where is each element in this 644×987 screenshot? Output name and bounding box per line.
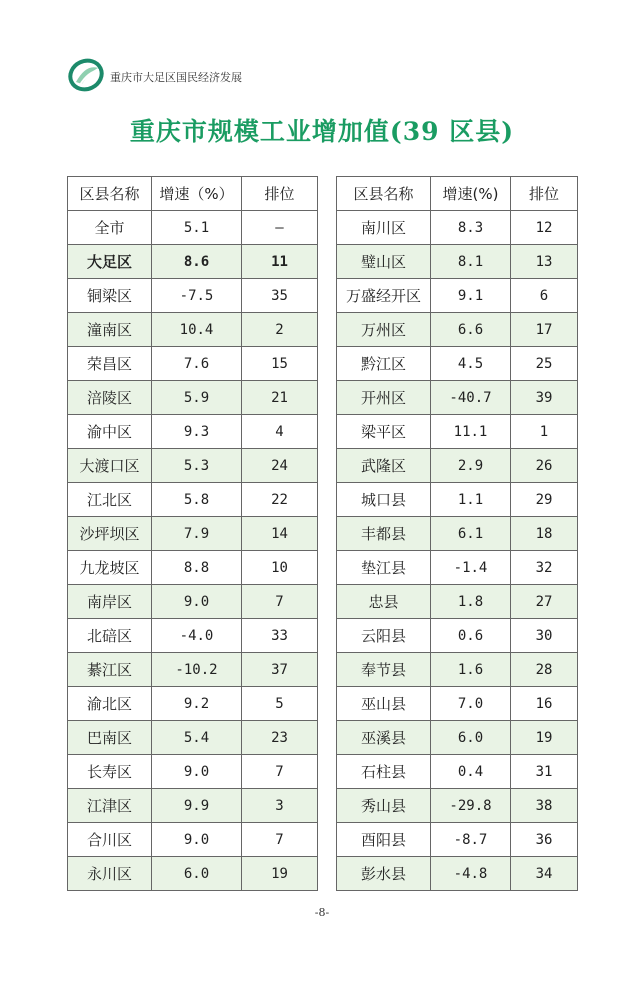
district-name-cell: 酉阳县 [337,823,431,857]
rank-cell: 29 [511,483,578,517]
growth-rate-cell: 6.6 [431,313,511,347]
growth-rate-cell: -4.8 [431,857,511,891]
rank-cell: 22 [242,483,318,517]
column-header-growth: 增速(%) [431,177,511,211]
rank-cell: 35 [242,279,318,313]
table-row [68,823,318,857]
district-name-cell: 巫山县 [337,687,431,721]
growth-rate-cell: 6.1 [431,517,511,551]
table-row [337,245,578,279]
table-row [337,551,578,585]
growth-rate-cell: 8.3 [431,211,511,245]
table-header-row [68,177,318,211]
growth-rate-cell: 9.0 [152,755,242,789]
district-name-cell: 秀山县 [337,789,431,823]
table-row [337,449,578,483]
district-name-cell: 璧山区 [337,245,431,279]
district-name-cell: 开州区 [337,381,431,415]
rank-cell: 3 [242,789,318,823]
rank-cell: 36 [511,823,578,857]
district-name-cell: 江北区 [68,483,152,517]
growth-rate-cell: 5.9 [152,381,242,415]
growth-rate-cell: 1.6 [431,653,511,687]
growth-rate-cell: 9.0 [152,585,242,619]
district-name-cell: 大足区 [68,245,152,279]
growth-rate-cell: 1.8 [431,585,511,619]
table-row [68,789,318,823]
growth-rate-cell: 5.1 [152,211,242,245]
column-header-rank: 排位 [511,177,578,211]
district-name-cell: 大渡口区 [68,449,152,483]
table-header-row [337,177,578,211]
table-row [68,585,318,619]
growth-rate-cell: 8.1 [431,245,511,279]
rank-cell: 31 [511,755,578,789]
page-title: 重庆市规模工业增加值(39 区县) [129,117,515,146]
rank-cell: 21 [242,381,318,415]
district-name-cell: 渝中区 [68,415,152,449]
column-header-growth: 增速（%） [152,177,242,211]
growth-rate-cell: 9.0 [152,823,242,857]
growth-rate-cell: 7.6 [152,347,242,381]
table-row [337,755,578,789]
district-name-cell: 万盛经开区 [337,279,431,313]
table-row [337,857,578,891]
rank-cell: 10 [242,551,318,585]
right-data-table [336,176,578,891]
table-row [68,415,318,449]
growth-rate-cell: 9.1 [431,279,511,313]
rank-cell: 37 [242,653,318,687]
table-row [337,483,578,517]
rank-cell: 25 [511,347,578,381]
page-number: -8- [314,906,330,919]
table-row [337,789,578,823]
growth-rate-cell: -8.7 [431,823,511,857]
rank-cell: 15 [242,347,318,381]
growth-rate-cell: 4.5 [431,347,511,381]
district-name-cell: 南岸区 [68,585,152,619]
growth-rate-cell: 7.9 [152,517,242,551]
growth-rate-cell: 9.3 [152,415,242,449]
growth-rate-cell: -7.5 [152,279,242,313]
rank-cell: 7 [242,823,318,857]
table-row [68,483,318,517]
rank-cell: 33 [242,619,318,653]
growth-rate-cell: 5.4 [152,721,242,755]
rank-cell: 26 [511,449,578,483]
rank-cell: 27 [511,585,578,619]
growth-rate-cell: -40.7 [431,381,511,415]
rank-cell: 5 [242,687,318,721]
growth-rate-cell: 9.9 [152,789,242,823]
rank-cell: 4 [242,415,318,449]
table-row [337,585,578,619]
table-row [68,211,318,245]
growth-rate-cell: 8.6 [152,245,242,279]
table-row [337,279,578,313]
district-name-cell: 全市 [68,211,152,245]
district-name-cell: 潼南区 [68,313,152,347]
rank-cell: 7 [242,755,318,789]
rank-cell: 19 [511,721,578,755]
table-row [337,347,578,381]
left-data-table [67,176,318,891]
rank-cell: 11 [242,245,318,279]
growth-rate-cell: 0.4 [431,755,511,789]
rank-cell: 6 [511,279,578,313]
district-name-cell: 巫溪县 [337,721,431,755]
growth-rate-cell: 0.6 [431,619,511,653]
table-row [68,551,318,585]
growth-rate-cell: 6.0 [152,857,242,891]
district-name-cell: 涪陵区 [68,381,152,415]
district-name-cell: 沙坪坝区 [68,517,152,551]
growth-rate-cell: 9.2 [152,687,242,721]
table-row [337,313,578,347]
growth-rate-cell: 8.8 [152,551,242,585]
district-name-cell: 忠县 [337,585,431,619]
table-row [68,313,318,347]
table-row [68,381,318,415]
growth-rate-cell: 2.9 [431,449,511,483]
rank-cell: 16 [511,687,578,721]
table-row [337,823,578,857]
rank-cell: 17 [511,313,578,347]
table-row [68,279,318,313]
district-name-cell: 合川区 [68,823,152,857]
growth-rate-cell: 5.3 [152,449,242,483]
growth-rate-cell: -4.0 [152,619,242,653]
table-row [68,347,318,381]
rank-cell: 7 [242,585,318,619]
table-row [68,755,318,789]
rank-cell: 12 [511,211,578,245]
table-row [337,721,578,755]
district-name-cell: 奉节县 [337,653,431,687]
district-name-cell: 渝北区 [68,687,152,721]
table-row [337,381,578,415]
column-header-rank: 排位 [242,177,318,211]
growth-rate-cell: 11.1 [431,415,511,449]
district-name-cell: 石柱县 [337,755,431,789]
table-row [337,619,578,653]
table-row [68,517,318,551]
growth-rate-cell: -29.8 [431,789,511,823]
rank-cell: 2 [242,313,318,347]
table-row [68,619,318,653]
table-row [337,517,578,551]
district-name-cell: 巴南区 [68,721,152,755]
column-header-district: 区县名称 [68,177,152,211]
district-name-cell: 云阳县 [337,619,431,653]
district-name-cell: 荣昌区 [68,347,152,381]
growth-rate-cell: 10.4 [152,313,242,347]
rank-cell: 1 [511,415,578,449]
table-row [337,653,578,687]
rank-cell: 24 [242,449,318,483]
district-name-cell: 黔江区 [337,347,431,381]
district-name-cell: 永川区 [68,857,152,891]
table-row [68,721,318,755]
district-name-cell: 长寿区 [68,755,152,789]
district-name-cell: 丰都县 [337,517,431,551]
rank-cell: — [242,211,318,245]
rank-cell: 39 [511,381,578,415]
growth-rate-cell: 6.0 [431,721,511,755]
growth-rate-cell: 1.1 [431,483,511,517]
district-name-cell: 北碚区 [68,619,152,653]
header-org-name: 重庆市大足区国民经济发展 [110,71,242,84]
district-name-cell: 綦江区 [68,653,152,687]
table-row [68,857,318,891]
table-row [68,245,318,279]
district-name-cell: 江津区 [68,789,152,823]
growth-rate-cell: -1.4 [431,551,511,585]
district-name-cell: 九龙坡区 [68,551,152,585]
district-name-cell: 梁平区 [337,415,431,449]
rank-cell: 38 [511,789,578,823]
district-name-cell: 武隆区 [337,449,431,483]
table-row [68,653,318,687]
table-row [337,415,578,449]
table-row [68,449,318,483]
district-name-cell: 彭水县 [337,857,431,891]
rank-cell: 28 [511,653,578,687]
table-row [337,211,578,245]
rank-cell: 23 [242,721,318,755]
rank-cell: 30 [511,619,578,653]
rank-cell: 14 [242,517,318,551]
growth-rate-cell: -10.2 [152,653,242,687]
district-name-cell: 万州区 [337,313,431,347]
growth-rate-cell: 7.0 [431,687,511,721]
rank-cell: 32 [511,551,578,585]
growth-rate-cell: 5.8 [152,483,242,517]
rank-cell: 18 [511,517,578,551]
table-row [337,687,578,721]
district-name-cell: 南川区 [337,211,431,245]
column-header-district: 区县名称 [337,177,431,211]
district-name-cell: 铜梁区 [68,279,152,313]
rank-cell: 34 [511,857,578,891]
organization-logo [68,58,104,92]
page-header [68,58,242,92]
table-row [68,687,318,721]
district-name-cell: 城口县 [337,483,431,517]
rank-cell: 13 [511,245,578,279]
rank-cell: 19 [242,857,318,891]
district-name-cell: 垫江县 [337,551,431,585]
